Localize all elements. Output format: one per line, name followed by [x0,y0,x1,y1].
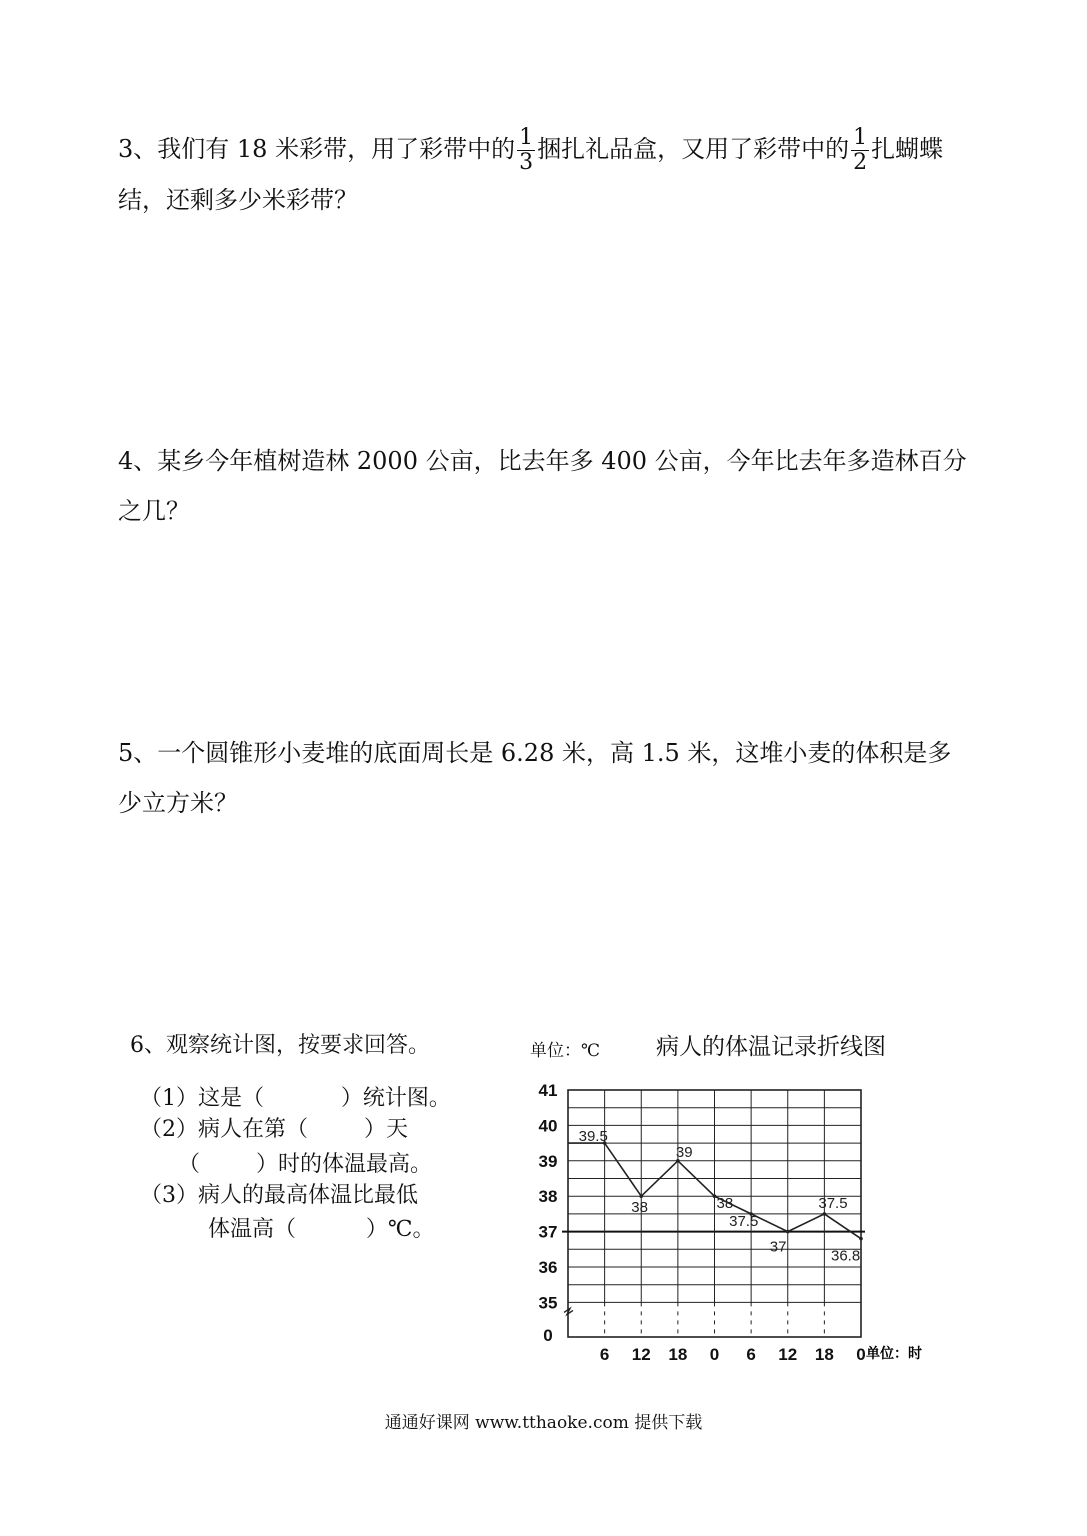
q3-text-part3: 扎蝴蝶 [871,135,944,163]
data-point [823,1212,827,1216]
q6-sub2b: （ ）时的体温最高。 [178,1152,432,1177]
data-label: 37.5 [729,1212,759,1230]
x-tick-label: 12 [631,1345,651,1364]
y-tick-label: 40 [538,1116,558,1136]
x-tick-label: 6 [746,1345,756,1364]
q6-sub3b: 体温高（ ）℃。 [208,1217,435,1242]
axis-break-mark [564,1308,573,1314]
x-tick-label: 18 [814,1345,834,1364]
y-tick-label: 41 [538,1081,558,1100]
chart-x-unit-label: 单位：时 [866,1345,922,1361]
fraction-one-half: $\frac{1}{2}$ [853,125,868,175]
chart-axis-labels [539,1081,866,1364]
chart-grid [562,1090,865,1337]
data-label: 37 [769,1238,787,1256]
data-point [786,1230,790,1234]
x-tick-label: 0 [856,1345,866,1364]
y-tick-label: 36 [538,1258,558,1277]
data-label: 37.5 [818,1194,848,1212]
data-label: 36.8 [831,1247,861,1265]
q6-sub2a: （2）病人在第（ ）天 [140,1117,408,1142]
q3-text-part2: 捆扎礼品盒，又用了彩带中的 [537,135,850,163]
x-tick-label: 6 [599,1345,610,1364]
data-point [639,1194,643,1198]
data-label: 38 [716,1195,734,1213]
data-label: 39 [675,1143,693,1161]
q3-text-part1: 3、我们有 18 米彩带，用了彩带中的 [118,135,516,163]
data-point [859,1237,863,1241]
data-label: 39.5 [578,1128,608,1146]
x-tick-label: 12 [778,1345,798,1364]
data-label: 38 [631,1199,648,1217]
page-footer: 通通好课网 www.tthaoke.com 提供下载 [384,1413,703,1433]
chart-series [568,1141,863,1240]
q6-sub3a: （3）病人的最高体温比最低 [140,1183,418,1208]
q6-heading: 6、观察统计图，按要求回答。 [130,1033,430,1058]
chart-y-unit-label: 单位：℃ [530,1041,601,1061]
q3-text-line2: 结，还剩多少米彩带？ [118,186,358,214]
y-tick-label: 0 [543,1326,553,1345]
y-tick-label: 39 [538,1151,558,1171]
x-tick-label: 18 [668,1345,688,1364]
y-tick-label: 35 [538,1293,558,1313]
fraction-one-third: $\frac{1}{3}$ [519,125,534,175]
y-tick-label: 37 [538,1222,558,1242]
chart-title: 病人的体温记录折线图 [656,1034,886,1060]
q5-line1: 5、一个圆锥形小麦堆的底面周长是 6.28 米，高 1.5 米，这堆小麦的体积是多 [118,739,952,767]
q4-line1: 4、某乡今年植树造林 2000 公亩，比去年多 400 公亩，今年比去年多造林百分 [118,447,967,475]
q4-line2: 之几？ [118,497,190,525]
q6-sub1: （1）这是（ ）统计图。 [140,1086,451,1111]
y-tick-label: 38 [538,1187,558,1207]
q5-line2: 少立方米？ [118,789,238,817]
x-tick-label: 0 [709,1345,720,1364]
